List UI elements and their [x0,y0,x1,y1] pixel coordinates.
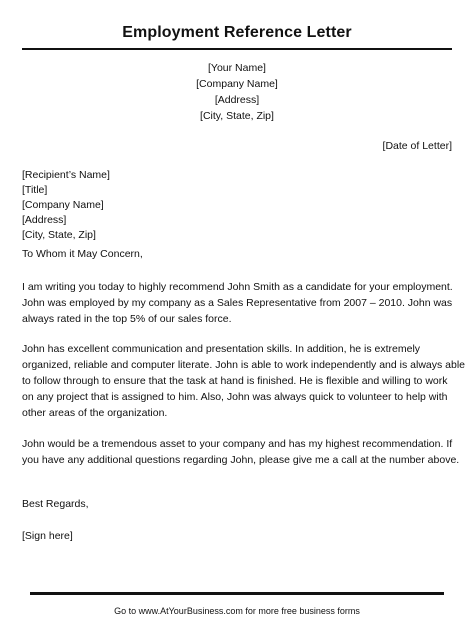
salutation: To Whom it May Concern, [22,248,143,260]
paragraph-line: John would be a tremendous asset to your company and has my highest recommendation. If [22,438,453,450]
sender-company: [Company Name] [196,78,278,90]
recipient-address: [Address] [22,214,67,226]
signature-placeholder: [Sign here] [22,530,73,542]
recipient-title: [Title] [22,184,48,196]
recipient-company: [Company Name] [22,199,104,211]
sender-city-state-zip: [City, State, Zip] [200,110,274,122]
closing: Best Regards, [22,498,89,510]
sender-name: [Your Name] [208,62,266,74]
paragraph-line: to follow through to ensure that the task at hand is finished. He is flexible and willing to work [22,375,448,387]
footer-text: Go to www.AtYourBusiness.com for more free business forms [114,606,360,616]
recipient-block [22,168,110,243]
body-paragraph-2 [22,341,466,421]
sender-address: [Address] [214,94,260,106]
footer-divider [30,592,444,595]
recipient-name: [Recipient’s Name] [22,169,110,181]
paragraph-line: John has excellent communication and presentation skills. In addition, he is extremely [22,343,421,355]
paragraph-line: other areas of the organization. [22,407,168,419]
paragraph-line: I am writing you today to highly recommend John Smith as a candidate for your employment. [22,281,453,293]
title-divider [22,48,452,50]
paragraph-line: on any project that is assigned to him. Also, John was always quick to volunteer to help with [22,391,448,403]
body-paragraph-1 [22,279,454,327]
sender-block [0,60,474,124]
letter-date: [Date of Letter] [382,140,452,152]
paragraph-line: you have any additional questions regarding John, please give me a call at the number above. [22,454,460,466]
recipient-city-state-zip: [City, State, Zip] [22,229,96,241]
letter-title: Employment Reference Letter [122,24,352,41]
body-paragraph-3 [22,436,460,468]
paragraph-line: organized, reliable and computer literate. John is able to work independently and is always able [22,359,466,371]
paragraph-line: John was employed by my company as a Sales Representative from 2007 – 2010. John was [22,297,453,309]
paragraph-line: always rated in the top 5% of our sales force. [22,313,232,325]
